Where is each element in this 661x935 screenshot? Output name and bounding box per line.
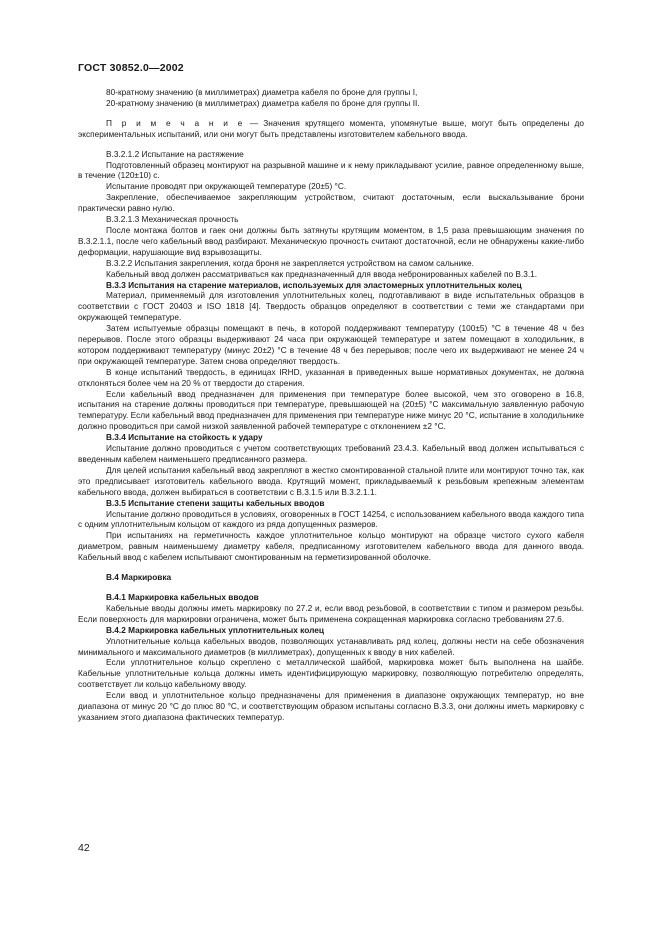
section-heading: В.4 Маркировка — [106, 572, 172, 583]
section-heading: В.4.2 Маркировка кабельных уплотнительных колец — [106, 624, 324, 635]
note-text: — Значения крутящего момента, упомянутые выше, могут быть определены до экспериментальных испытаний, или они могут быть представлены изготовителем кабельного ввода. — [78, 117, 584, 139]
paragraph: В.3.2.1.3 Механическая прочность — [106, 214, 239, 225]
section-heading: В.3.3 Испытания на старение материалов, используемых для эластомерных уплотнительных колец — [106, 279, 522, 290]
paragraph: После монтажа болтов и гаек они должны быть затянуты крутящим моментом, в 1,5 раза превышающим значения по В.3.2.1.1, после чего кабельный ввод разбирают. Механическую прочность считают достаточной, если не обнаружены какие-либо деформации, нарушающие вид взрывозащиты. — [78, 224, 584, 257]
section-heading: В.4.1 Маркировка кабельных вводов — [106, 591, 259, 602]
document-body — [78, 87, 584, 723]
paragraph: Если кабельный ввод предназначен для применения при температуре более высокой, чем это оговорено в 16.8, испытания на старение должны проводиться при температуре, превышающей на (20±5) °С максимальную заявленную рабочую температуру. Если кабельный ввод предназначен для применения при температуре ниже минус 20 °С, испытание в холодильнике должно проводиться при самой низкой заявленной рабочей температуре с отклонением ±2 °С. — [78, 388, 584, 432]
paragraph: Материал, применяемый для изготовления уплотнительных колец, подготавливают в виде испытательных образцов в соответствии с ГОСТ 20403 и ISO 1818 [4]. Твердость образцов определяют в соответствии с теми же стандартами при окружающей температуре. — [78, 290, 584, 323]
paragraph: Кабельные вводы должны иметь маркировку по 27.2 и, если ввод резьбовой, в соответствии с типом и размером резьбы. Если поверхность для маркировки ограничена, может быть применена сокращенная маркировка согласно требованиям 27.6. — [78, 602, 584, 624]
note-paragraph — [78, 118, 584, 140]
paragraph: 80-кратному значению (в миллиметрах) диаметра кабеля по броне для группы I, — [106, 87, 418, 97]
paragraph: В.3.2.2 Испытания закрепления, когда броня не закрепляется устройством на самом сальнике. — [106, 257, 474, 268]
section-heading: В.3.4 Испытание на стойкость к удару — [106, 432, 263, 443]
section-heading: В.3.5 Испытание степени защиты кабельных вводов — [106, 497, 325, 508]
paragraph: Закрепление, обеспечиваемое закрепляющим устройством, считают достаточным, если выскальзывание брони практически равно нулю. — [78, 192, 584, 214]
paragraph: Испытание должно проводиться с учетом соответствующих требований 23.4.3. Кабельный ввод должен испытываться с введенным кабелем наименьшего предписанного размера. — [78, 443, 584, 464]
paragraph: 20-кратному значению (в миллиметрах) диаметра кабеля по броне для группы II. — [106, 97, 420, 108]
paragraph: При испытаниях на герметичность каждое уплотнительное кольцо монтируют на образце чистого сухого кабеля диаметром, равным наименьшему диаметру кабеля, предписанному изготовителем кабельного ввода для данного ввода. Кабельный ввод с кабелем испытывают смонтированным на герметизированной оболочке. — [78, 530, 584, 563]
paragraph: В конце испытаний твердость, в единицах IRHD, указанная в приведенных выше нормативных документах, не должна отклоняться более чем на 20 % от твердости до старения. — [78, 366, 584, 388]
paragraph: Если уплотнительное кольцо скреплено с металлической шайбой, маркировка может быть выполнена на шайбе. Кабельные уплотнительные кольца должны иметь идентифицирующую маркировку, позволяющую потребителю определять, соответствует ли кольцо кабельному вводу. — [78, 657, 584, 690]
paragraph: Для целей испытания кабельный ввод закрепляют в жестко смонтированной стальной плите или монтируют точно так, как это предписывает изготовитель кабельного ввода. Крутящий момент, прикладываемый к резьбовым крепежным элементам кабельного ввода, должен выбираться в соответствии с В.3.1.5 или В.3.2.1.1. — [78, 464, 584, 497]
paragraph: Испытание должно проводиться в условиях, оговоренных в ГОСТ 14254, с использованием кабельного ввода каждого типа с одним уплотнительным кольцом от каждого из ряда допущенных размеров. — [78, 508, 584, 530]
paragraph: Если ввод и уплотнительное кольцо предназначены для применения в диапазоне окружающих температур, но вне диапазона от минус 20 °С до плюс 80 °С, и соответствующим образом испытаны согласно В.3.3, они должны иметь маркировку с указанием этого диапазона фактических температур. — [78, 690, 584, 722]
paragraph: Уплотнительные кольца кабельных вводов, позволяющих устанавливать ряд колец, должны нести на себе обозначения минимального и максимального диаметров (в миллиметрах), допущенных к вводу в них кабелей. — [78, 635, 584, 657]
paragraph: Затем испытуемые образцы помещают в печь, в которой поддерживают температуру (100±5) °С в течение 48 ч без перерывов. После этого образцы выдерживают 24 часа при окружающей температуре и затем помещают в холодильник, в котором поддерживают температуру (минус 20±2) °С в течение 48 ч без перерывов; после чего их выдерживают не менее 24 ч при окружающей температуре. Затем снова определяют твердость. — [78, 323, 584, 366]
paragraph: Подготовленный образец монтируют на разрывной машине и к нему прикладывают усилие, равное определенному выше, в течение (120±10) с. — [78, 159, 584, 181]
page-number: 42 — [78, 842, 90, 854]
paragraph: Кабельный ввод должен рассматриваться как предназначенный для ввода небронированных кабелей по В.3.1. — [106, 268, 538, 279]
page-header: ГОСТ 30852.0—2002 — [78, 62, 184, 74]
paragraph: В.3.2.1.2 Испытание на растяжение — [106, 148, 244, 159]
note-label: П р и м е ч а н и е — [106, 117, 245, 128]
paragraph: Испытание проводят при окружающей температуре (20±5) °С. — [106, 181, 347, 192]
